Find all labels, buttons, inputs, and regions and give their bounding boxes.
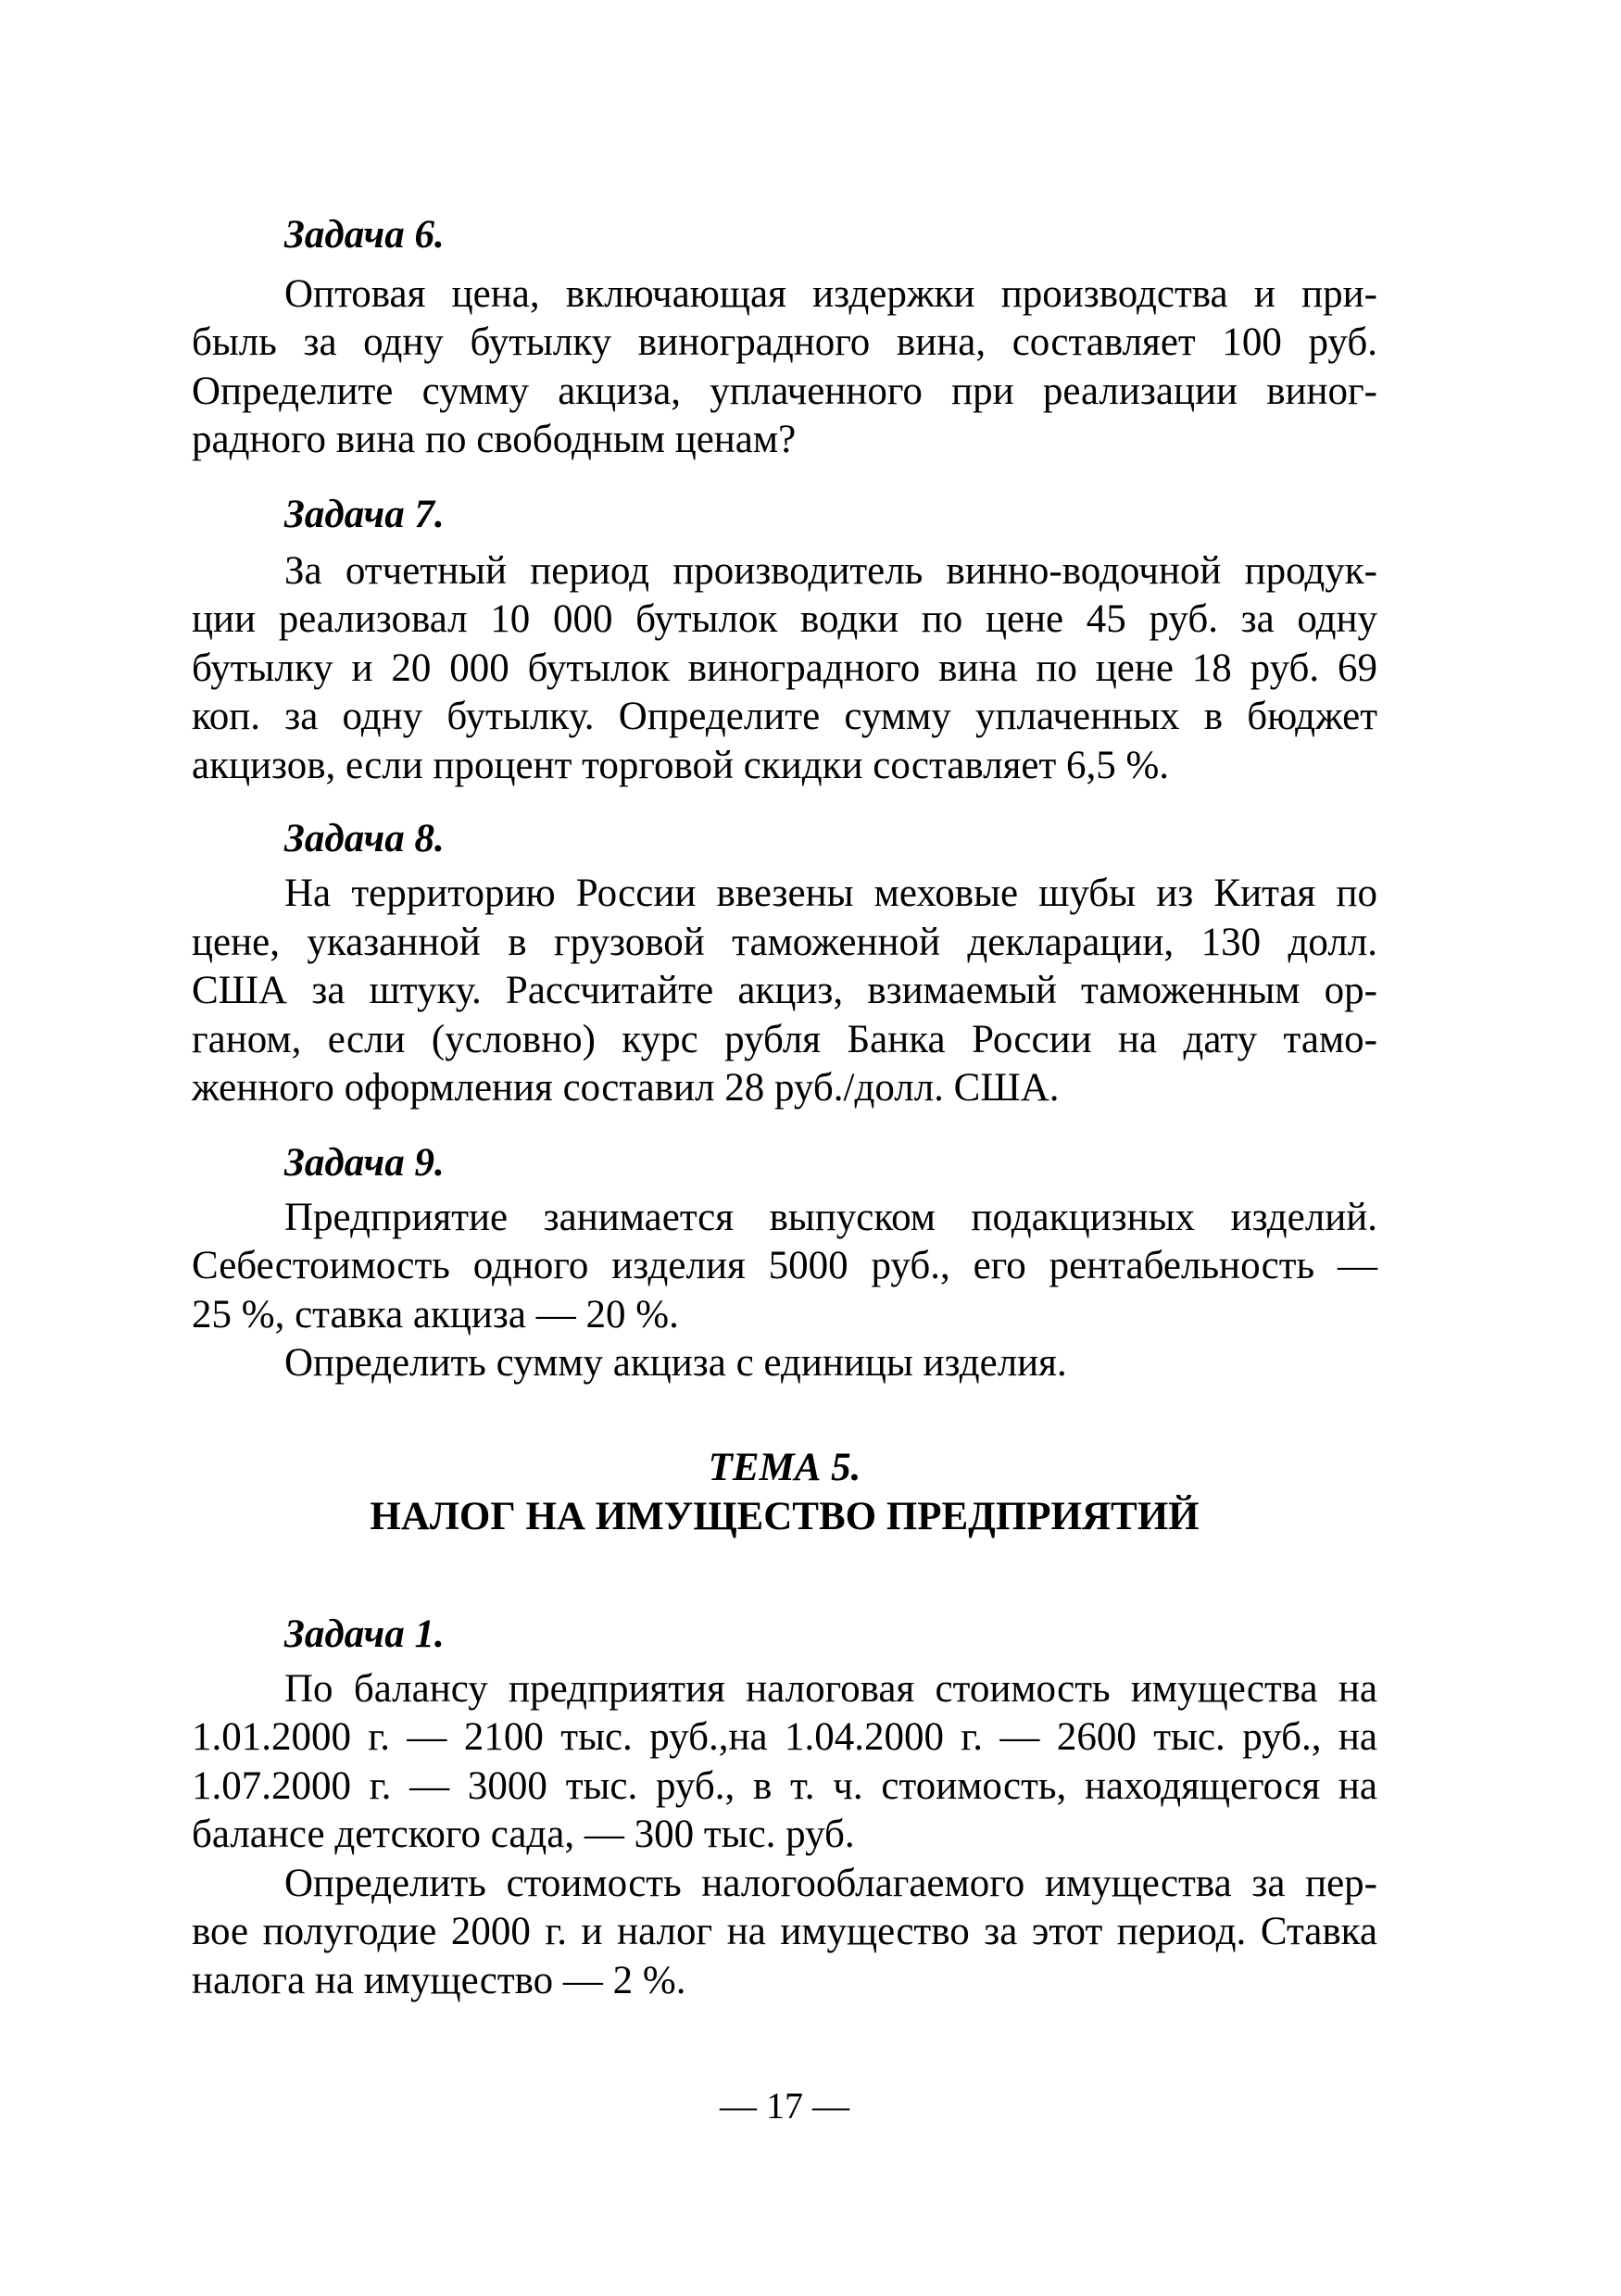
text-line: Определите сумму акциза, уплаченного при реализации виног- <box>192 370 1377 413</box>
text-line: акцизов, если процент торговой скидки составляет 6,5 %. <box>192 744 1170 787</box>
text-line: балансе детского сада, — 300 тыс. руб. <box>192 1813 855 1856</box>
text-line: ции реализовал 10 000 бутылок водки по цене 45 руб. за одну <box>192 597 1377 641</box>
text-line: 1.01.2000 г. — 2100 тыс. руб.,на 1.04.2000 г. — 2600 тыс. руб., на <box>192 1715 1377 1759</box>
task-heading: Задача 9. <box>284 1141 445 1185</box>
text-line: быль за одну бутылку виноградного вина, составляет 100 руб. <box>192 320 1377 364</box>
text-line: Оптовая цена, включающая издержки производства и при- <box>284 272 1377 316</box>
text-line: женного оформления составил 28 руб./долл. США. <box>192 1066 1060 1110</box>
text-line: ганом, если (условно) курс рубля Банка России на дату тамо- <box>192 1018 1377 1061</box>
text-line: По балансу предприятия налоговая стоимость имущества на <box>284 1667 1377 1711</box>
topic-number: ТЕМА 5. <box>708 1446 861 1489</box>
topic-title: НАЛОГ НА ИМУЩЕСТВО ПРЕДПРИЯТИЙ <box>370 1495 1200 1538</box>
text-line: вое полугодие 2000 г. и налог на имущество за этот период. Ставка <box>192 1910 1377 1953</box>
text-line: На территорию России ввезены меховые шубы из Китая по <box>284 872 1377 915</box>
text-line: Себестоимость одного изделия 5000 руб., его рентабельность — <box>192 1244 1377 1287</box>
text-line: цене, указанной в грузовой таможенной декларации, 130 долл. <box>192 921 1377 964</box>
text-line: Предприятие занимается выпуском подакцизных изделий. <box>284 1196 1377 1239</box>
text-line: Определить сумму акциза с единицы изделия. <box>284 1341 1067 1385</box>
text-line: налога на имущество — 2 %. <box>192 1959 686 2002</box>
text-line: За отчетный период производитель винно-водочной продук- <box>284 549 1377 593</box>
text-line: 1.07.2000 г. — 3000 тыс. руб., в т. ч. стоимость, находящегося на <box>192 1764 1377 1808</box>
task-heading: Задача 8. <box>284 817 445 860</box>
text-line: 25 %, ставка акциза — 20 %. <box>192 1293 679 1336</box>
task-heading: Задача 6. <box>284 213 445 257</box>
text-line: радного вина по свободным ценам? <box>192 418 797 461</box>
text-line: коп. за одну бутылку. Определите сумму уплаченных в бюджет <box>192 695 1377 738</box>
text-line: Определить стоимость налогооблагаемого имущества за пер- <box>284 1862 1377 1905</box>
text-line: США за штуку. Рассчитайте акциз, взимаемый таможенным ор- <box>192 969 1377 1012</box>
task-heading: Задача 1. <box>284 1612 445 1656</box>
page-number: — 17 — <box>720 2085 849 2127</box>
task-heading: Задача 7. <box>284 493 445 536</box>
text-line: бутылку и 20 000 бутылок виноградного вина по цене 18 руб. 69 <box>192 646 1377 690</box>
